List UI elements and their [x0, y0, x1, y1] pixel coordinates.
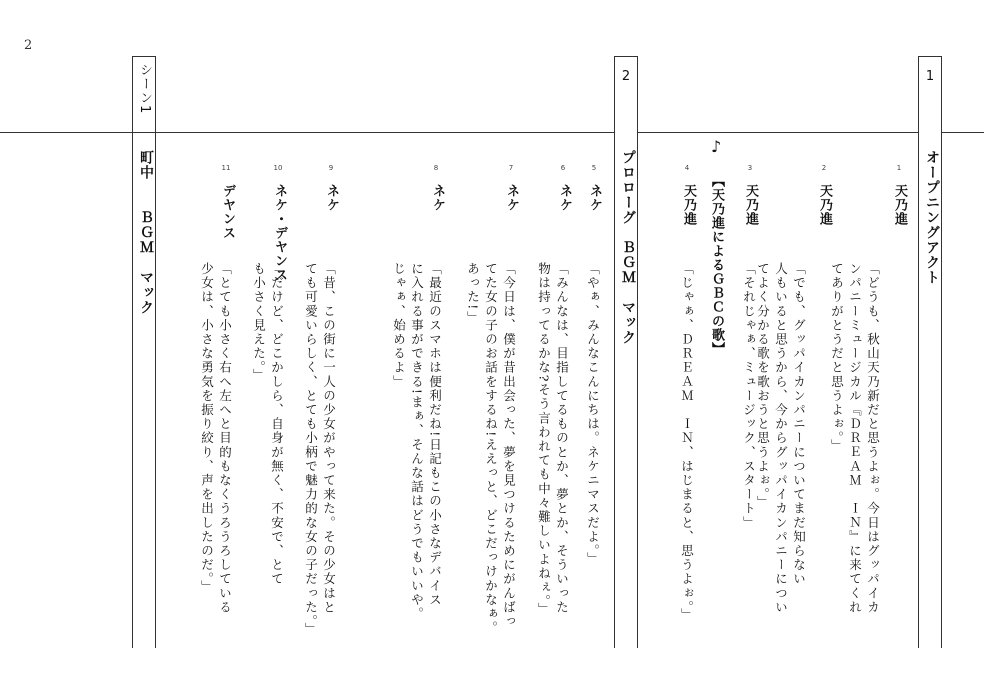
- dialogue-line: 「とても小さく右へ左へと目的もなくうろうろしている: [217, 262, 233, 615]
- line-number: 4: [684, 164, 690, 172]
- scene-rail-1: [918, 132, 942, 648]
- dialogue-line: 「今日は、僕が昔出会った、夢を見つけるためにがんばっ: [501, 262, 517, 629]
- dialogue-line: ても可愛いらしく、とても小柄で魅力的な女の子だった。」: [303, 262, 319, 637]
- dialogue-line: 「でも、グッパイカンパニーについてまだ知らない: [791, 262, 807, 587]
- dialogue-line: 人もいると思うから、今からグッパイカンパニーについ: [773, 262, 789, 615]
- dialogue-line: てありがとうだと思うよぉ。」: [829, 262, 845, 454]
- speaker-name: ネケ: [557, 184, 572, 212]
- dialogue-line: 物は持ってるかな?そう言われても中々難しいよねぇ。」: [536, 262, 552, 617]
- dialogue-line: てた女の子のお話をするね!ええっと、どこだっけかなぁ。: [483, 262, 499, 636]
- dialogue-line: 「だけど、どこかしら、自身が無く、不安で、とて: [269, 262, 285, 587]
- dialogue-line: 「昔、この街に一人の少女がやって来た。その少女はと: [321, 262, 337, 615]
- line-number: 5: [591, 164, 597, 172]
- line-number: 1: [896, 164, 902, 172]
- speaker-name: デヤンス: [220, 184, 235, 240]
- line-number: 8: [433, 164, 439, 172]
- line-number: 11: [221, 164, 231, 172]
- line-number: 2: [821, 164, 827, 172]
- scene-label: シーン1: [137, 63, 152, 115]
- speaker-name: 天乃進: [817, 184, 832, 226]
- line-number: 3: [747, 164, 753, 172]
- speaker-name: 天乃進: [892, 184, 907, 226]
- scene-rail-3: [132, 132, 156, 648]
- line-number: 10: [273, 164, 283, 172]
- dialogue-line: 「じゃぁ、ＤＲＥＡＭ ＩＮ、はじまると、思うよぉ。」: [679, 262, 695, 623]
- scene-number-2: 2: [621, 69, 631, 84]
- dialogue-line: に入れる事ができる!まぁ、そんな話はどうでもいいや。: [409, 262, 425, 622]
- prologue-heading: プロローグ ＢＧＭ マック: [620, 150, 636, 345]
- line-number: 9: [328, 164, 334, 172]
- line-number: 6: [560, 164, 566, 172]
- opening-heading: オープニングアクト: [924, 150, 940, 285]
- dialogue-line: 「どうも、秋山天乃新だと思うよぉ。今日はグッパイカ: [865, 262, 881, 615]
- scene-rail-2: [614, 132, 638, 648]
- dialogue-line: ンパニーミュージカル『ＤＲＥＡＭ ＩＮ』に来てくれ: [847, 262, 863, 615]
- dialogue-line: じゃぁ、始めるよ」: [391, 262, 407, 389]
- speaker-name: 天乃進: [681, 184, 696, 226]
- speaker-name: ネケ・デヤンス: [272, 184, 287, 282]
- speaker-name: ネケ: [504, 184, 519, 212]
- line-number: 7: [508, 164, 514, 172]
- scene-label-box: [132, 56, 156, 133]
- dialogue-line: 「やぁ、みんなこんにちは。ネケニマスだよ。」: [585, 262, 601, 566]
- scene-number-box-1: [918, 56, 942, 133]
- dialogue-line: 「みんなは、目指してるものとか、夢とか、そういった: [554, 262, 570, 615]
- dialogue-line: も小さく見えた。」: [251, 262, 267, 383]
- scene1-heading: 町中 ＢＧＭ マック: [138, 150, 154, 315]
- dialogue-line: 「最近のスマホは便利だね!日記もこの小さなデバイス: [427, 262, 443, 608]
- page-number: 2: [24, 38, 33, 53]
- scene-number-box-2: [614, 56, 638, 133]
- dialogue-line: 少女は、小さな勇気を振り絞り、声を出したのだ。」: [199, 262, 215, 595]
- dialogue-line: 「それじゃぁ、ミュージック、スタート」: [741, 262, 757, 530]
- music-note-icon: ♪: [711, 137, 722, 156]
- song-title: 【天乃進によるＧＢＣの歌】: [709, 174, 724, 356]
- scene-number-1: 1: [925, 69, 935, 84]
- dialogue-line: てよく分かる歌を歌おうと思うよぉ。」: [755, 262, 771, 510]
- speaker-name: ネケ: [430, 184, 445, 212]
- speaker-name: 天乃進: [743, 184, 758, 226]
- speaker-name: ネケ: [324, 184, 339, 212]
- speaker-name: ネケ: [587, 184, 602, 212]
- dialogue-line: あった!」: [465, 262, 481, 326]
